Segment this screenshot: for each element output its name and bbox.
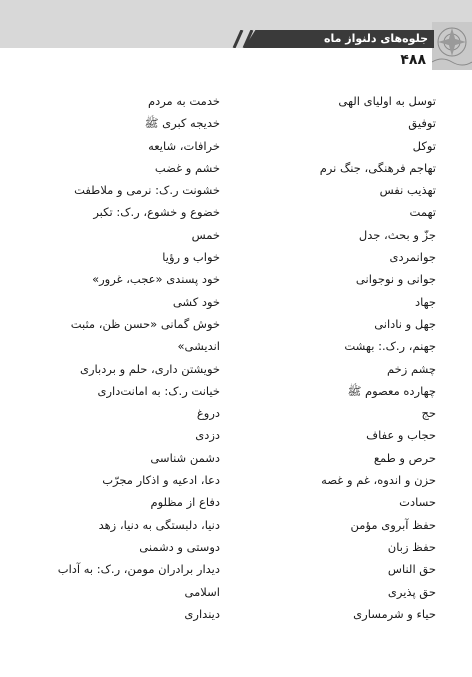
index-entry: حق الناس [387,562,436,577]
index-entry: خشم و غضب [154,160,220,175]
index-entry: خود پسندی «عجب، غرور» [92,272,220,287]
index-entry: جوانی و نوجوانی [355,272,436,287]
index-entry: جزّ و بحث، جدل [358,227,436,242]
index-entry: دزدی [195,428,220,443]
index-entry: حسادت [399,495,436,510]
index-entry: حج [421,406,436,421]
index-entry: خویشتن داری، حلم و بردباری [80,361,220,376]
index-entry: دشمن شناسی [150,450,220,465]
index-entry: حیاء و شرمساری [353,606,436,621]
index-entry: چهارده معصوم ﷺ [347,383,436,398]
index-entry: جوانمردی [389,250,436,265]
index-entry: خیانت ر.ک: به امانت‌داری [97,383,220,398]
index-column-right [266,90,436,625]
index-entry: خضوع و خشوع، ر.ک: تکبر [93,205,220,220]
index-entry: چشم زخم [387,361,436,376]
book-title: جلوه‌های دلنواز ماه [323,32,428,45]
index-entry: دفاع از مظلوم [150,495,220,510]
index-entry: دعا، ادعیه و اذکار مجرّب [102,473,220,488]
index-entry: دروغ [196,406,220,421]
index-entry: خشونت ر.ک: نرمی و ملاطفت [74,183,220,198]
index-entry: تهمت [409,205,436,220]
index-entry: خمس [191,227,220,242]
index-entry: خدمت به مردم [147,94,220,108]
index-entry: تهذیب نفس [379,183,436,198]
index-entry: دیدار برادران مومن، ر.ک: به آداب [57,562,220,577]
index-entry: خواب و رؤیا [162,250,220,265]
index-entry: اندیشی» [177,339,220,354]
index-entry: توسل به اولیای الهی [338,94,436,108]
index-entry: اسلامی [184,584,220,599]
index-column-left [30,90,220,625]
index-entry: دینداری [184,606,220,621]
index-entry: حفظ زبان [387,539,436,554]
index-entry: خود کشی [172,294,220,309]
index-entry: جهاد [414,294,436,309]
index-entry: حق پذیری [387,584,436,599]
index-entry: حرص و طمع [373,450,436,465]
index-entry: خرافات، شایعه [148,138,220,153]
index-entry: تهاجم فرهنگی، جنگ نرم [319,160,436,175]
index-entry: خدیجه کبری ﷺ [144,116,220,131]
index-entry: دنیا، دلبستگی به دنیا، زهد [98,517,220,532]
index-entry: حزن و اندوه، غم و غصه [321,473,436,488]
index-entry: حفظ آبروی مؤمن [350,517,436,532]
index-entry: توفیق [408,116,436,131]
index-entry: دوستی و دشمنی [139,539,220,554]
index-entry: توکل [412,138,436,153]
decorative-ornament-icon [432,22,472,70]
index-entry: جهنم، ر.ک.: بهشت [344,339,436,354]
index-entry: خوش گمانی «حسن ظن، مثبت [70,316,220,331]
index-entry: جهل و نادانی [374,316,436,331]
index-entry: حجاب و عفاف [366,428,436,443]
page-number: ۴۸۸ [400,52,426,68]
